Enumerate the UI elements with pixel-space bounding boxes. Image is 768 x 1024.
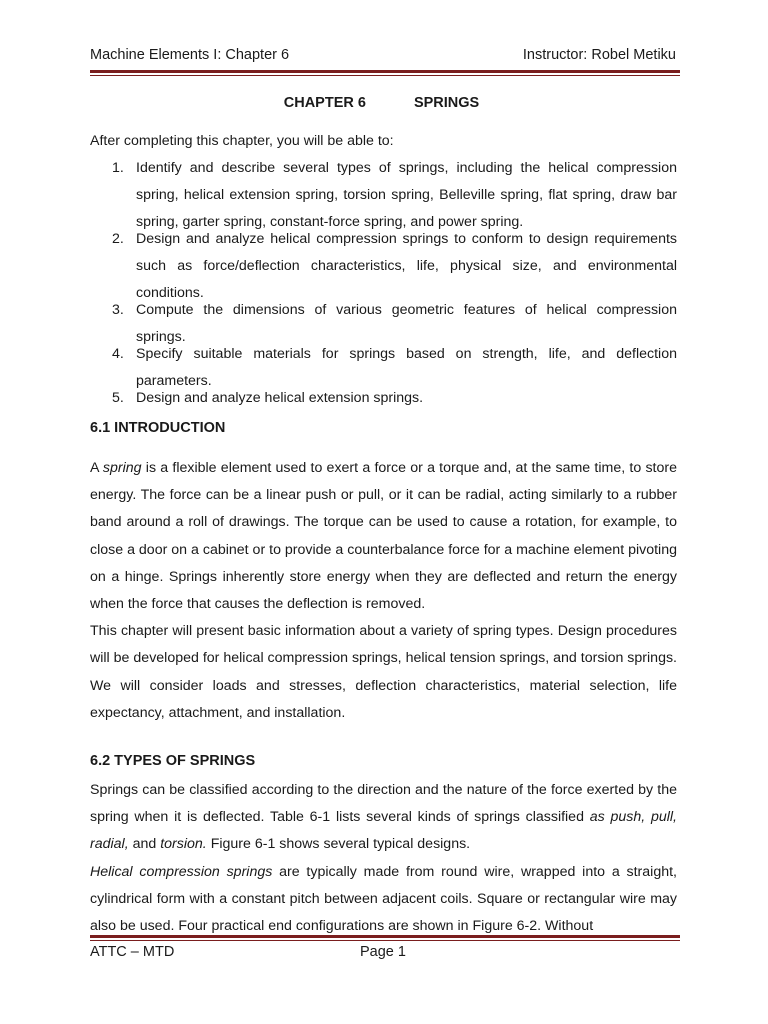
objective-text: Design and analyze helical compression springs to conform to design requirements such as force/deflection characteristics, life, physical size, and environmental conditions. xyxy=(136,231,677,301)
text-run: and xyxy=(128,836,161,853)
text-run: are typically made from round wire, wrapped into a straight, cylindrical form with a constant pitch between adjacent coils. Square or rectangular wire may also be used. Four practical end configurations are shown in Figure 6-2. Without xyxy=(90,863,677,935)
objective-number: 1. xyxy=(112,160,124,176)
header-course-title: Machine Elements I: Chapter 6 xyxy=(90,47,290,63)
introduction-paragraph-1 xyxy=(90,455,677,618)
objective-text: Specify suitable materials for springs based on strength, life, and deflection parameters. xyxy=(136,346,677,389)
text-run: Figure 6-1 shows several typical designs. xyxy=(206,836,471,853)
footer-department: ATTC – MTD xyxy=(90,944,175,960)
footer-page-number: Page 1 xyxy=(360,944,406,960)
section-heading-types: 6.2 TYPES OF SPRINGS xyxy=(90,753,256,770)
objective-number: 4. xyxy=(112,346,124,362)
text-run-italic: Helical compression springs xyxy=(90,863,273,880)
text-run: Springs can be classified according to the direction and the nature of the force exerted by the spring when it is deflected. Table 6-1 lists several kinds of springs classified xyxy=(90,782,677,826)
objectives-list xyxy=(90,155,677,412)
introduction-paragraph-2: This chapter will present basic information about a variety of spring types. Design procedures will be developed for helical compression springs, helical tension springs, and torsion springs. We will consider loads and stresses, deflection characteristics, material selection, life expectancy, attachment, and installation. xyxy=(90,623,677,721)
text-run: is a flexible element used to exert a force or a torque and, at the same time, to store energy. The force can be a linear push or pull, or it can be radial, acting similarly to a rubber band around a roll of drawings. The torque can be used to cause a rotation, for example, to close a door on a cabinet or to provide a counterbalance force for a machine element pivoting on a hinge. Springs inherently store energy when they are deflected and return the energy when the force that causes the deflection is removed. xyxy=(90,460,678,613)
header-rule-thin xyxy=(90,75,680,76)
types-paragraph-2 xyxy=(90,859,677,941)
text-run-italic: as push, pull, radial, xyxy=(90,809,677,853)
chapter-title xyxy=(86,92,677,114)
objective-number: 5. xyxy=(112,390,124,406)
objective-item xyxy=(90,155,677,236)
objective-number: 3. xyxy=(112,302,124,318)
objective-item xyxy=(90,385,677,412)
types-paragraph-1 xyxy=(90,777,677,859)
header-rule-thick xyxy=(90,70,680,73)
text-run-italic: spring xyxy=(102,460,142,476)
objective-text: Compute the dimensions of various geometric features of helical compression springs. xyxy=(136,302,677,345)
footer-rule-thick xyxy=(90,935,680,938)
section-heading-introduction: 6.1 INTRODUCTION xyxy=(90,420,226,436)
chapter-number: CHAPTER 6 xyxy=(283,95,366,111)
objective-number: 2. xyxy=(112,231,124,247)
text-run-italic: torsion. xyxy=(160,836,207,853)
page-content xyxy=(90,92,677,940)
objective-item xyxy=(90,226,677,307)
footer-rule-thin xyxy=(90,940,680,941)
objective-text: Identify and describe several types of springs, including the helical compression spring, helical extension spring, torsion spring, Belleville spring, flat spring, draw bar spring, garter spring, constant-force spring, and power spring. xyxy=(136,160,677,230)
text-run: A xyxy=(90,460,103,476)
header-instructor: Instructor: Robel Metiku xyxy=(522,47,676,63)
objectives-intro: After completing this chapter, you will be able to: xyxy=(90,133,394,149)
objective-text: Design and analyze helical extension springs. xyxy=(136,390,424,406)
chapter-name: SPRINGS xyxy=(413,95,480,111)
